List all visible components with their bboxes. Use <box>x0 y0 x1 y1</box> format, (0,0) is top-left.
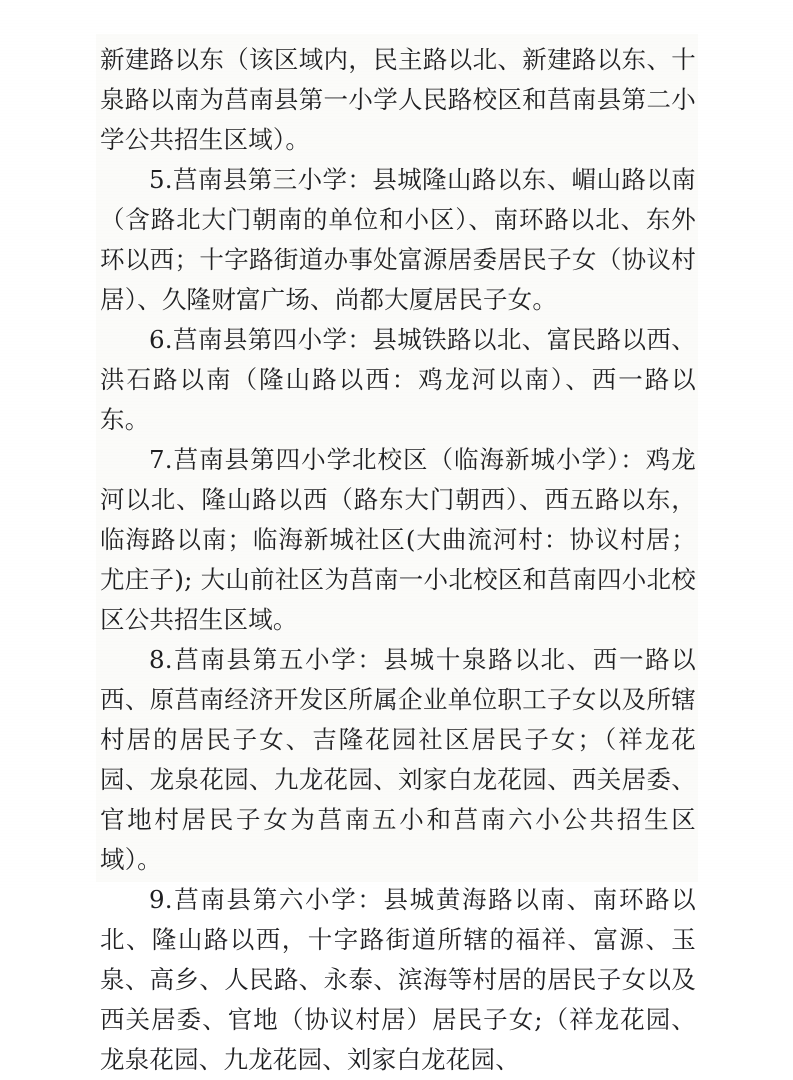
paragraph-item-8: 8.莒南县第五小学：县城十泉路以北、西一路以西、原莒南经济开发区所属企业单位职工子女以及所辖村居的居民子女、吉隆花园社区居民子女；（祥龙花园、龙泉花园、九龙花园、刘家白龙花园、西关居委、官地村居民子女为莒南五小和莒南六小公共招生区域）。 <box>100 645 696 874</box>
paragraph-item-6: 6.莒南县第四小学：县城铁路以北、富民路以西、洪石路以南（隆山路以西：鸡龙河以南）、西一路以东。 <box>100 325 696 434</box>
paragraph-continuation-area-4: 新建路以东（该区域内，民主路以北、新建路以东、十泉路以南为莒南县第一小学人民路校区和莒南县第二小学公共招生区域）。 <box>100 45 696 154</box>
document-text-body <box>100 40 696 1080</box>
paragraph-item-9: 9.莒南县第六小学：县城黄海路以南、南环路以北、隆山路以西，十字路街道所辖的福祥、富源、玉泉、高乡、人民路、永泰、滨海等村居的居民子女以及西关居委、官地（协议村居）居民子女;（祥龙花园、龙泉花园、九龙花园、刘家白龙花园、 <box>100 885 696 1074</box>
paragraph-item-7: 7.莒南县第四小学北校区（临海新城小学）：鸡龙河以北、隆山路以西（路东大门朝西）、西五路以东，临海路以南；临海新城社区(大曲流河村：协议村居；尤庄子); 大山前社区为莒南一小北校区和莒南四小北校区公共招生区域。 <box>100 445 696 634</box>
paragraph-item-5: 5.莒南县第三小学：县城隆山路以东、嵋山路以南（含路北大门朝南的单位和小区）、南环路以北、东外环以西；十字路街道办事处富源居委居民子女（协议村居）、久隆财富广场、尚都大厦居民子女。 <box>100 165 696 314</box>
